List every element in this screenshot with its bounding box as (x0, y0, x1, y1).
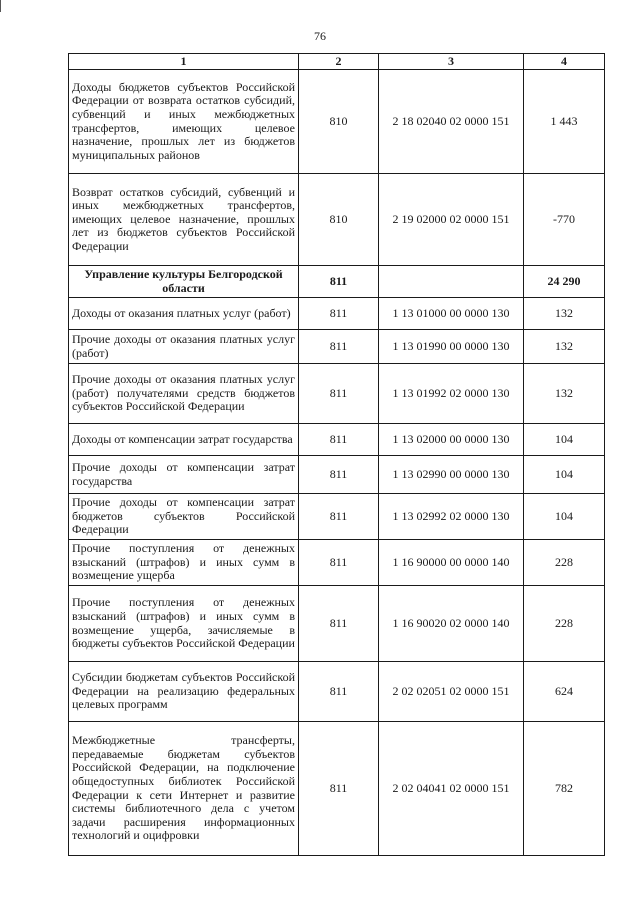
row-budget-code: 2 19 02000 02 0000 151 (379, 174, 524, 266)
row-amount: 132 (524, 330, 605, 364)
row-description: Доходы бюджетов субъектов Российской Федерации от возврата остатков субсидий, субвенций и иных межбюджетных трансфертов, имеющих целевое назначение, прошлых лет из бюджетов муниципальных районов (69, 70, 299, 174)
row-admin-code: 811 (299, 494, 379, 540)
row-description: Доходы от оказания платных услуг (работ) (69, 298, 299, 330)
row-description: Прочие поступления от денежных взысканий (штрафов) и иных сумм в возмещение ущерба, зачисляемые в бюджеты субъектов Российской Федерации (69, 586, 299, 662)
table-row (69, 70, 605, 174)
row-budget-code: 1 13 01000 00 0000 130 (379, 298, 524, 330)
row-budget-code: 1 13 01990 00 0000 130 (379, 330, 524, 364)
table-row (69, 456, 605, 494)
row-admin-code: 811 (299, 662, 379, 722)
table-row (69, 424, 605, 456)
row-admin-code: 811 (299, 456, 379, 494)
header-col-2: 2 (299, 54, 379, 70)
row-budget-code: 1 13 02990 00 0000 130 (379, 456, 524, 494)
table-row (69, 174, 605, 266)
row-description: Возврат остатков субсидий, субвенций и иных межбюджетных трансфертов, имеющих целевое назначение, прошлых лет из бюджетов субъектов Российской Федерации (69, 174, 299, 266)
row-description: Доходы от компенсации затрат государства (69, 424, 299, 456)
table-row (69, 722, 605, 856)
row-amount: 782 (524, 722, 605, 856)
row-admin-code: 811 (299, 330, 379, 364)
row-description: Межбюджетные трансферты, передаваемые бюджетам субъектов Российской Федерации, на подключение общедоступных библиотек Российской Федерации к сети Интернет и развитие системы библиотечного дела с учетом задачи расширения информационных технологий и оцифровки (69, 722, 299, 856)
scan-corner-mark (0, 0, 4, 12)
row-budget-code: 1 16 90000 00 0000 140 (379, 540, 524, 586)
row-admin-code: 811 (299, 722, 379, 856)
row-description: Прочие доходы от компенсации затрат государства (69, 456, 299, 494)
row-admin-code: 811 (299, 586, 379, 662)
table-row (69, 586, 605, 662)
table-row (69, 540, 605, 586)
row-budget-code (379, 266, 524, 298)
row-amount: 132 (524, 364, 605, 424)
row-amount: 1 443 (524, 70, 605, 174)
row-admin-code: 811 (299, 298, 379, 330)
table-header-row (69, 54, 605, 70)
row-budget-code: 2 02 04041 02 0000 151 (379, 722, 524, 856)
department-name: Управление культуры Белгородской области (69, 266, 299, 298)
row-amount: 104 (524, 456, 605, 494)
table-row (69, 298, 605, 330)
row-budget-code: 1 13 01992 02 0000 130 (379, 364, 524, 424)
table-row (69, 494, 605, 540)
row-amount: 104 (524, 424, 605, 456)
row-budget-code: 2 18 02040 02 0000 151 (379, 70, 524, 174)
row-amount: 228 (524, 586, 605, 662)
row-amount: -770 (524, 174, 605, 266)
row-admin-code: 810 (299, 70, 379, 174)
header-col-3: 3 (379, 54, 524, 70)
department-row (69, 266, 605, 298)
row-description: Прочие доходы от компенсации затрат бюджетов субъектов Российской Федерации (69, 494, 299, 540)
row-amount: 104 (524, 494, 605, 540)
revenue-table (68, 53, 605, 856)
row-amount: 624 (524, 662, 605, 722)
row-description: Прочие доходы от оказания платных услуг (работ) получателями средств бюджетов субъектов Российской Федерации (69, 364, 299, 424)
row-admin-code: 811 (299, 540, 379, 586)
row-amount: 228 (524, 540, 605, 586)
row-description: Субсидии бюджетам субъектов Российской Федерации на реализацию федеральных целевых программ (69, 662, 299, 722)
table-row (69, 364, 605, 424)
row-budget-code: 2 02 02051 02 0000 151 (379, 662, 524, 722)
row-admin-code: 810 (299, 174, 379, 266)
table-row (69, 330, 605, 364)
table-row (69, 662, 605, 722)
row-description: Прочие доходы от оказания платных услуг (работ) (69, 330, 299, 364)
row-budget-code: 1 16 90020 02 0000 140 (379, 586, 524, 662)
row-budget-code: 1 13 02992 02 0000 130 (379, 494, 524, 540)
row-admin-code: 811 (299, 424, 379, 456)
row-budget-code: 1 13 02000 00 0000 130 (379, 424, 524, 456)
row-admin-code: 811 (299, 266, 379, 298)
page-number: 76 (314, 29, 326, 43)
row-description: Прочие поступления от денежных взысканий (штрафов) и иных сумм в возмещение ущерба (69, 540, 299, 586)
header-col-1: 1 (69, 54, 299, 70)
row-admin-code: 811 (299, 364, 379, 424)
header-col-4: 4 (524, 54, 605, 70)
row-amount: 132 (524, 298, 605, 330)
row-amount: 24 290 (524, 266, 605, 298)
